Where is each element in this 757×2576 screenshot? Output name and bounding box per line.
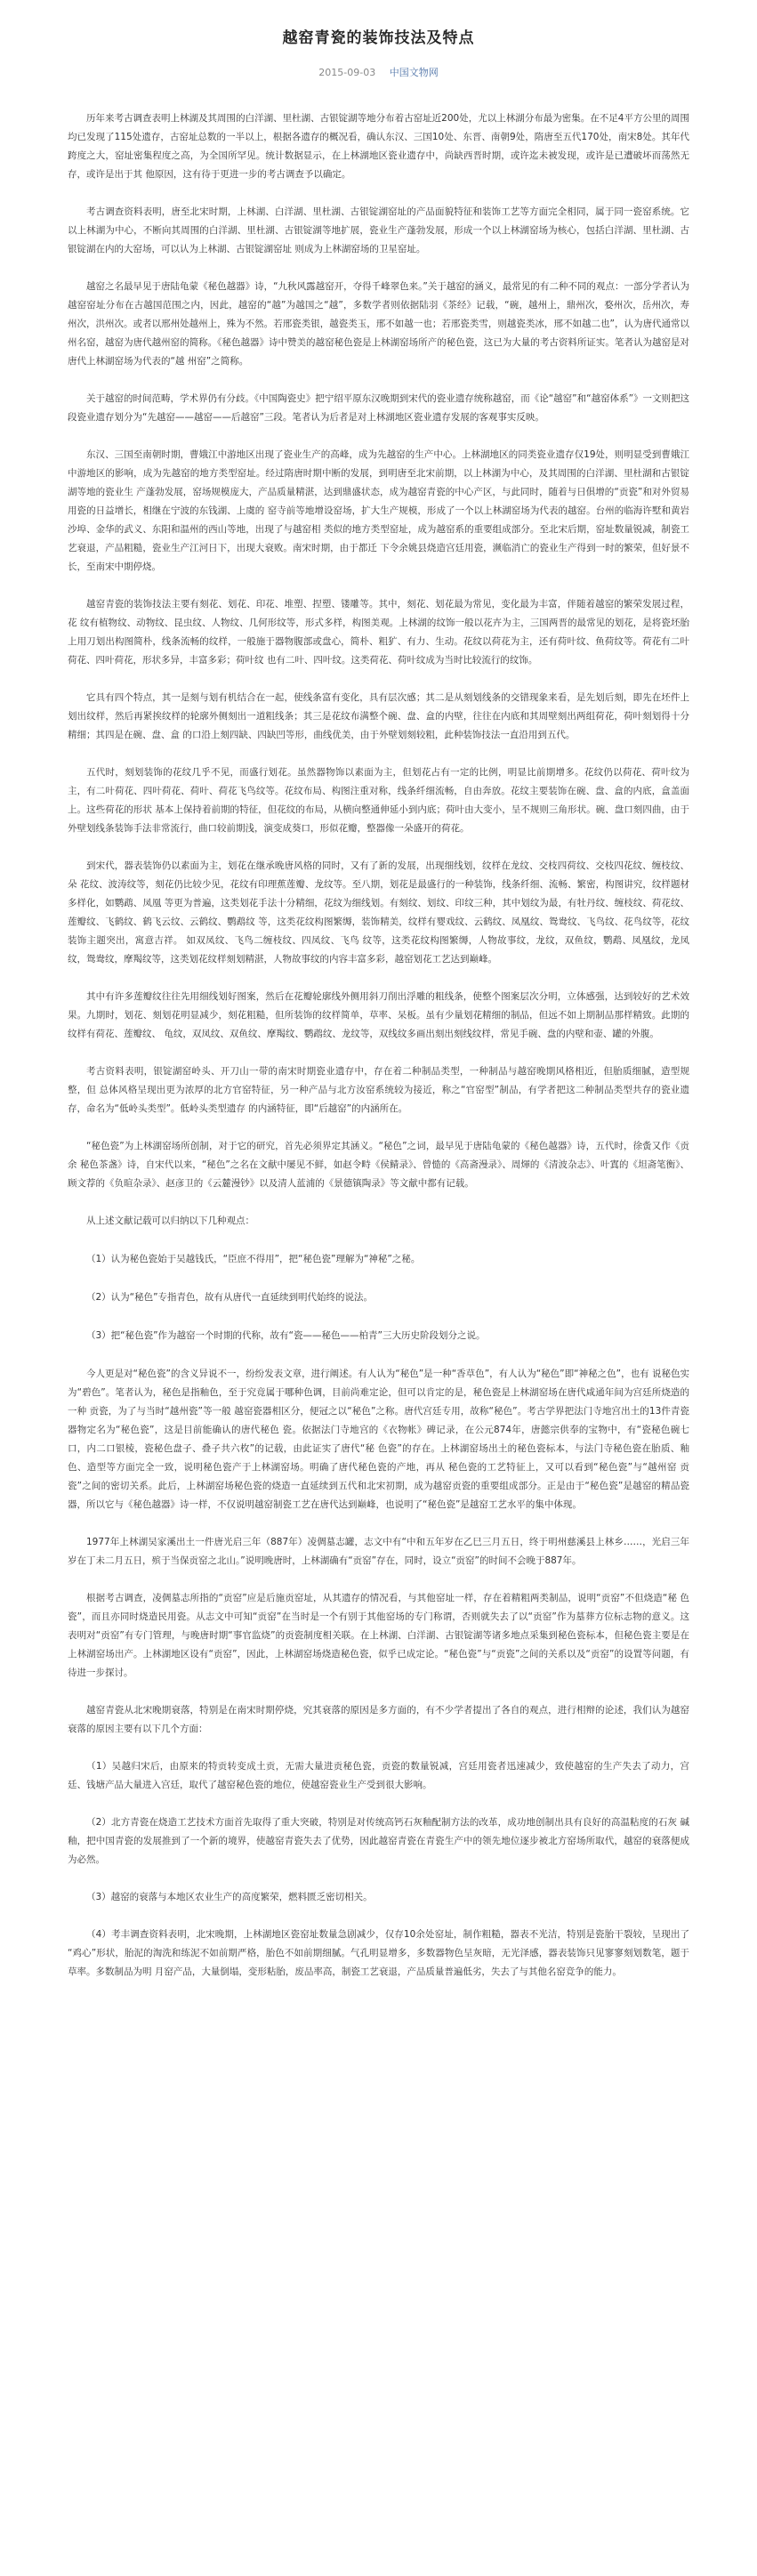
article-body [68, 109, 689, 1982]
paragraph-15: 根据考古调查，凌倜墓志所指的“贡窑”应是后施贡窑址，从其遗存的情况看，与其他窑址一样，存在着精粗两类制品，说明“贡窑”不但烧造“秘 色瓷”，而且亦同时烧造民用瓷。从志文中可知“贡窑”在当时是一个有别于其他窑场的专门称谓，否则就失去了以“贡窑”作为墓葬方位标志物的意义。这表明对“贡窑”有专门管理，与晚唐时期“事官监烧”的贡瓷制度相关联。在上林湖、白洋湖、古银锭湖等诸多地点采集到秘色瓷标本，但秘色瓷主要是在上林湖窑场出产。上林湖地区设有“贡窑”，因此，上林湖窑场烧造秘色瓷，似乎已成定论。“秘色瓷”与“贡瓷”之间的关系以及“贡窑”的设置等问题，有待进一步探讨。 [68, 1593, 689, 1678]
paragraph-13: 今人更是对“秘色瓷”的含义异说不一，纷纷发表文章，进行阐述。有人认为“秘色”是一种“香草色”，有人认为“秘色”即“神秘之色”，也有 说秘色实为“碧色”。笔者认为，秘色是指釉色，至于究竟属于哪种色调，目前尚难定论，但可以肯定的是，秘色瓷是上林湖窑场在唐代咸通年间为宫廷所烧造的一种 贡瓷，为了与当时“越州瓷”等一般 越窑瓷器相区分，便冠之以“秘色”之称。唐代宫廷专用，故称“秘色”。考古学界把法门寺地宫出土的13件青瓷器物定名为“秘色瓷”，这是目前能确认的唐代秘色 瓷。依据法门寺地宫的《衣物帐》碑记录，在公元874年，唐懿宗供奉的宝物中，有“瓷秘色碗七口，内二口银棱，瓷秘色盘子、叠子共六枚”的记载，由此证实了唐代“秘 色瓷”的存在。上林湖窑场出土的秘色瓷标本，与法门寺秘色瓷在胎质、釉色、造型等方面完全一致，说明秘色瓷产于上林湖窑场。明确了唐代秘色瓷的产地，再从 秘色瓷的工艺特征上，又可以看到“秘色瓷”与“越州窑 贡瓷”之间的密切关系。此后，上林湖窑场秘色瓷的烧造一直延续到五代和北宋初期，成为越窑贡瓷的重要组成部分。正是由于“秘色瓷”是越窑的精品瓷器，所以它与《秘色越器》诗一样，不仅说明越窑制瓷工艺在唐代达到巅峰，也说明了“秘色瓷”是越窑工艺水平的集中体现。 [68, 1369, 689, 1510]
paragraph-3: 越窑之名最早见于唐陆龟蒙《秘色越器》诗，“九秋风露越窑开，夺得千峰翠色来。”关于越窑的涵义，最常见的有二种不同的观点：一部分学者认为越窑窑址分布在古越国范围之内，因此，越窑的“越”为越国之“越”，多数学者则依据陆羽《茶经》记载，“碗，越州上，鼎州次，婺州次，岳州次，寿州次，洪州次。或者以邢州处越州上，殊为不然。若邢瓷类银，越瓷类玉，邢不如越一也；若邢瓷类雪，则越瓷类冰，邢不如越二也”，认为唐代通常以州名窑，越窑为唐代越州窑的简称。《秘色越器》诗中赞美的越窑秘色瓷是上林湖窑场所产的秘色瓷，这已为大量的考古资料所证实。笔者认为越窑是对唐代上林湖窑场为代表的“越 州窑”之简称。 [68, 281, 689, 367]
paragraph-5: 东汉、三国至南朝时期，曹娥江中游地区出现了瓷业生产的高峰，成为先越窑的生产中心。上林湖地区的同类瓷业遗存仅19处，则明显受到曹娥江 中游地区的影响，成为先越窑的地方类型窑址。经过隋唐时期中断的发展，到明唐至北宋前期，以上林湖为中心，及其周围的白洋湖、里杜湖和古银锭湖等地的瓷业生 产蓬勃发展，窑场规模庞大，产品质量精湛，达到鼎盛状态，成为越窑青瓷的中心产区，与此同时，随着与日俱增的“贡瓷”和对外贸易用瓷的日益增长，相继在宁波的东钱湖、上虞的 窑寺前等地增设窑场，扩大生产规模，形成了一个以上林湖窑场为代表的越窑。台州的临海许墅和黄岩沙埠、金华的武义、东阳和温州的西山等地，出现了与越窑相 类似的地方类型窑址，成为越窑系的重要组成部分。至北宋后期，窑址数量锐减，制瓷工艺衰退，产品粗糙，瓷业生产江河日下，出现大衰败。南宋时期，由于都迁 下令余姚县烧造宫廷用瓷，濒临消亡的瓷业生产得到一时的繁荣，但好景不长，至南宋中期停烧。 [68, 449, 689, 572]
paragraph-2: 考古调查资料表明，唐至北宋时期，上林湖、白洋湖、里杜湖、古银锭湖窑址的产品面貌特征和装饰工艺等方面完全相同，属于同一瓷窑系统。它以上林湖为中心，不断向其周围的白洋湖、里杜湖、古银锭湖等地扩展，瓷业生产蓬勃发展，形成一个以上林湖窑场为核心，包括白洋湖、里杜湖、古银锭湖在内的大窑场，可以认为上林湖、古银锭湖窑址 则成为上林湖窑场的卫星窑址。 [68, 206, 689, 254]
paragraph-9: 到宋代，器表装饰仍以素面为主，划花在继承晚唐风格的同时，又有了新的发展，出现细线划，纹样在龙纹、交枝四荷纹、交枝四花纹、缠枝纹、朵 花纹、波涛纹等，刻花仍比较少见，花纹有印理蕉莲瓣、龙纹等。至八期，划花是最盛行的一种装饰，线条纤细、流畅、繁密，构图讲究，纹样题材多样化，如鹦鹉、凤凰 等更为普遍，这类划花手法十分精细，花纹为细线划。有刻纹、划纹、印纹三种，其中划纹为最，有牡丹纹、缠枝纹、荷花纹、莲瓣纹、飞鹤纹、鹤飞云纹、云鹤纹、鹦鹉纹 等，这类花纹构图繁缛，装饰精美，纹样有婴戏纹、云鹤纹、凤凰纹、鸳鸯纹、飞鸟纹、花鸟纹等，花纹装饰主题突出，寓意吉祥。 如双凤纹、飞鸟二缠枝纹、四凤纹、飞鸟 纹等，这类花纹构图繁缛，人物故事纹，龙纹，双鱼纹，鹦鹉、凤凰纹，龙凤纹，鸳鸯纹，摩羯纹等，这类划花纹样刻划精湛，人物故事纹的内容丰富多彩，越窑划花工艺达到巅峰。 [68, 860, 689, 965]
list-intro: 从上述文献记载可以归纳以下几种观点： [86, 1215, 254, 1226]
paragraph-7: 它具有四个特点，其一是刻与划有机结合在一起，使线条富有变化，具有层次感；其二是从刻划线条的交错现象来看，是先划后刻，即先在坯件上 划出纹样，然后再紧挨纹样的轮廓外侧刻出一道粗线条；其三是花纹布满整个碗、盘、盒的内壁，往往在内底和其周壁刻出两组荷花，荷叶刻划得十分精细；其四是在碗、盘、盒 的口沿上刻四缺、四缺凹等形，曲线优美，由于外壁划刻较粗，此种装饰技法一直沿用到五代。 [68, 692, 689, 740]
paragraph-14: 1977年上林湖吴家溪出土一件唐光启三年（887年）凌倜墓志罐，志文中有“中和五年岁在乙巳三月五日，终于明州慈溪县上林乡……，光启三年岁在丁未二月五日，殡于当保贡窑之北山。”说明晚唐时，上林湖确有“贡窑”存在，同时，设立“贡窑”的时间不会晚于887年。 [68, 1537, 689, 1566]
paragraph-4: 关于越窑的时间范畴，学术界仍有分歧。《中国陶瓷史》把宁绍平原东汉晚期到宋代的瓷业遗存统称越窑，而《论“越窑”和“越窑体系”》一文则把这段瓷业遗存划分为“先越窑——越窑——后越窑”三段。笔者认为后者是对上林湖地区瓷业遗存发展的客观事实反映。 [68, 393, 690, 423]
paragraph-16: 越窑青瓷从北宋晚期衰落，特别是在南宋时期停烧，究其衰落的原因是多方面的，有不少学者提出了各自的观点，进行相辩的论述，我们认为越窑衰落的原因主要有以下几个方面： [68, 1705, 689, 1734]
cause-item-4: （4）考丰调查资料表明，北宋晚期，上林湖地区瓷窑址数量急剧减少，仅存10余处窑址，制作粗糙，器表不光洁，特别是瓷胎干裂较，呈现出了 “鸡心”形状，胎泥的淘洗和练泥不如前期严格，胎色不如前期细腻。气孔明显增多，多数器物色呈灰暗，无光泽感，器表装饰只见寥寥刻划数笔，题于草率。多数制品为明 月窑产品，大量倒塌，变形粘胎，废品率高，制瓷工艺衰退，产品质量普遍低劣，失去了与其他名窑竞争的能力。 [68, 1929, 689, 1977]
cause-item-2: （2）北方青瓷在烧造工艺技术方面首先取得了重大突破，特别是对传统高钙石灰釉配制方法的改革，成功地创制出具有良好的高温粘度的石灰 碱釉，把中国青瓷的发展推到了一个新的境界，使越窑青瓷失去了优势，因此越窑青瓷在青瓷生产中的领先地位逐步被北方窑场所取代，越窑的衰落便成为必然。 [68, 1817, 689, 1865]
paragraph-11: 考古资料表明，银锭湖窑岭头、开刀山一带的南宋时期瓷业遗存中，存在着二种制品类型，一种制品与越窑晚期风格相近，但胎质细腻，造型规整，但 总体风格呈现出更为浓厚的北方官窑特征，另一种产品与北方汝窑系统较为接近，称之“官窑型”制品，有学者把这二种制品类型共存的瓷业遗存，命名为“低岭头类型”。低岭头类型遗存 的内涵特征，即“后越窑”的内涵所在。 [68, 1066, 689, 1114]
list-item-3: （3）把“秘色瓷”作为越窑一个时期的代称，故有“瓷——秘色——柏青”三大历史阶段划分之说。 [86, 1330, 486, 1341]
paragraph-1: 历年来考古调查表明上林湖及其周围的白洋湖、里杜湖、古银锭湖等地分布着古窑址近200处，尤以上林湖分布最为密集。在不足4平方公里的周围均已发现了115处遗存，古窑址总数的一半以上，根据各遗存的概况看，确认东汉、三国10处、东晋、南朝9处，隋唐至五代170处，南宋8处。其年代跨度之大，窑址密集程度之高，为全国所罕见。统计数据显示，在上林湖地区瓷业遗存中，尚缺西晋时期，或许迄未被发现，或许是已遭破坏而荡然无存，或许是出于其 他原因，这有待于更进一步的考古调查予以确定。 [68, 113, 689, 180]
list-item-2: （2）认为“秘色”专指青色，故有从唐代一直延续到明代始终的说法。 [86, 1292, 374, 1303]
paragraph-6: 越窑青瓷的装饰技法主要有刻花、划花、印花、堆塑、捏塑、镂雕等。其中，刻花、划花最为常见，变化最为丰富，伴随着越窑的繁荣发展过程，花 纹有植物纹、动物纹、昆虫纹、人物纹、几何形纹等，形式多样，构图美观。上林湖的纹饰一般以花卉为主，三国两晋的最常见的划花，是将瓷坯胎上用刀划出构图简朴，线条流畅的纹样，一般施于器物腹部或盘心，简朴、粗犷、有力、生动。花纹以荷花为主，还有荷叶纹、鱼荷纹等。荷花有二叶荷花、四叶荷花，形状多异，丰富多彩；荷叶纹 也有二叶、四叶纹。这类荷花、荷叶纹成为当时比较流行的纹饰。 [68, 599, 689, 666]
article-meta [68, 65, 689, 79]
article-title: 越窑青瓷的装饰技法及特点 [282, 29, 475, 47]
paragraph-12: “秘色瓷”为上林湖窑场所创制，对于它的研究，首先必须界定其涵义。“秘色”之词，最早见于唐陆龟蒙的《秘色越器》诗，五代时，徐夤又作《贡余 秘色茶盏》诗，自宋代以来，“秘色”之名在文献中屡见不鲜，如赵令畤《侯鲭录》、曾慥的《高斋漫录》、周煇的《清波杂志》、叶寘的《坦斋笔衡》、顾文荐的《负暄杂录》、赵彦卫的《云麓漫钞》以及清人蓝浦的《景德镇陶录》等文献中都有记载。 [68, 1141, 689, 1189]
cause-item-1: （1）吴越归宋后，由原来的特贡转变成土贡，无需大量进贡秘色瓷，贡瓷的数量锐减，宫廷用瓷者迅速减少，致使越窑的生产失去了动力，宫 廷、钱塘产品大量进入宫廷，取代了越窑秘色瓷的地位，使越窑瓷业生产受到很大影响。 [68, 1761, 689, 1790]
paragraph-10: 其中有许多莲瓣纹往往先用细线划好图案，然后在花瓣轮廓线外侧用斜刀削出浮雕的粗线条，使整个图案层次分明，立体感强，达到较好的艺术效 果。九期时，划花、刻划花明显减少，刻花粗糙，但所装饰的纹样简单，草率、呆板。虽有少量划花精细的制品，但远不如上期制品那样精致。此期的纹样有荷花、莲瓣纹、 龟纹，双凤纹、双鱼纹、摩羯纹、鹦鹉纹、龙纹等，双线纹多画出刻出刻线纹样，常见手碗、盘的内壁和壶、罐的外腹。 [68, 991, 689, 1039]
source-link[interactable]: 中国文物网 [389, 67, 439, 78]
paragraph-8: 五代时，刻划装饰的花纹几乎不见，而盛行划花。虽然器物饰以素面为主，但划花占有一定的比例，明显比前期增多。花纹仍以荷花、荷叶纹为主，有二叶荷花、四叶荷花、荷叶、荷花飞鸟纹等。花纹布局、构图注重对称，线条纤细流畅，自由奔放。花纹主要装饰在碗、盘、盒的内底，盒盖面上。这些荷花的形状 基本上保持着前期的特征，但花纹的布局，从横向整通伸延小到内底；荷叶由大变小，呈不规则三角形状。碗、盘口刻四曲，由于外壁划线条装饰手法非常流行，曲口较前期浅，演变成葵口，形似花瓣，整器像一朵盛开的荷花。 [68, 767, 689, 834]
publish-date: 2015-09-03 [318, 67, 376, 78]
cause-item-3: （3）越窑的衰落与本地区农业生产的高度繁荣，燃料匮乏密切相关。 [86, 1892, 373, 1902]
list-item-1: （1）认为秘色瓷始于吴越钱氏，“臣庶不得用”，把“秘色瓷”理解为“神秘”之秘。 [86, 1254, 421, 1264]
